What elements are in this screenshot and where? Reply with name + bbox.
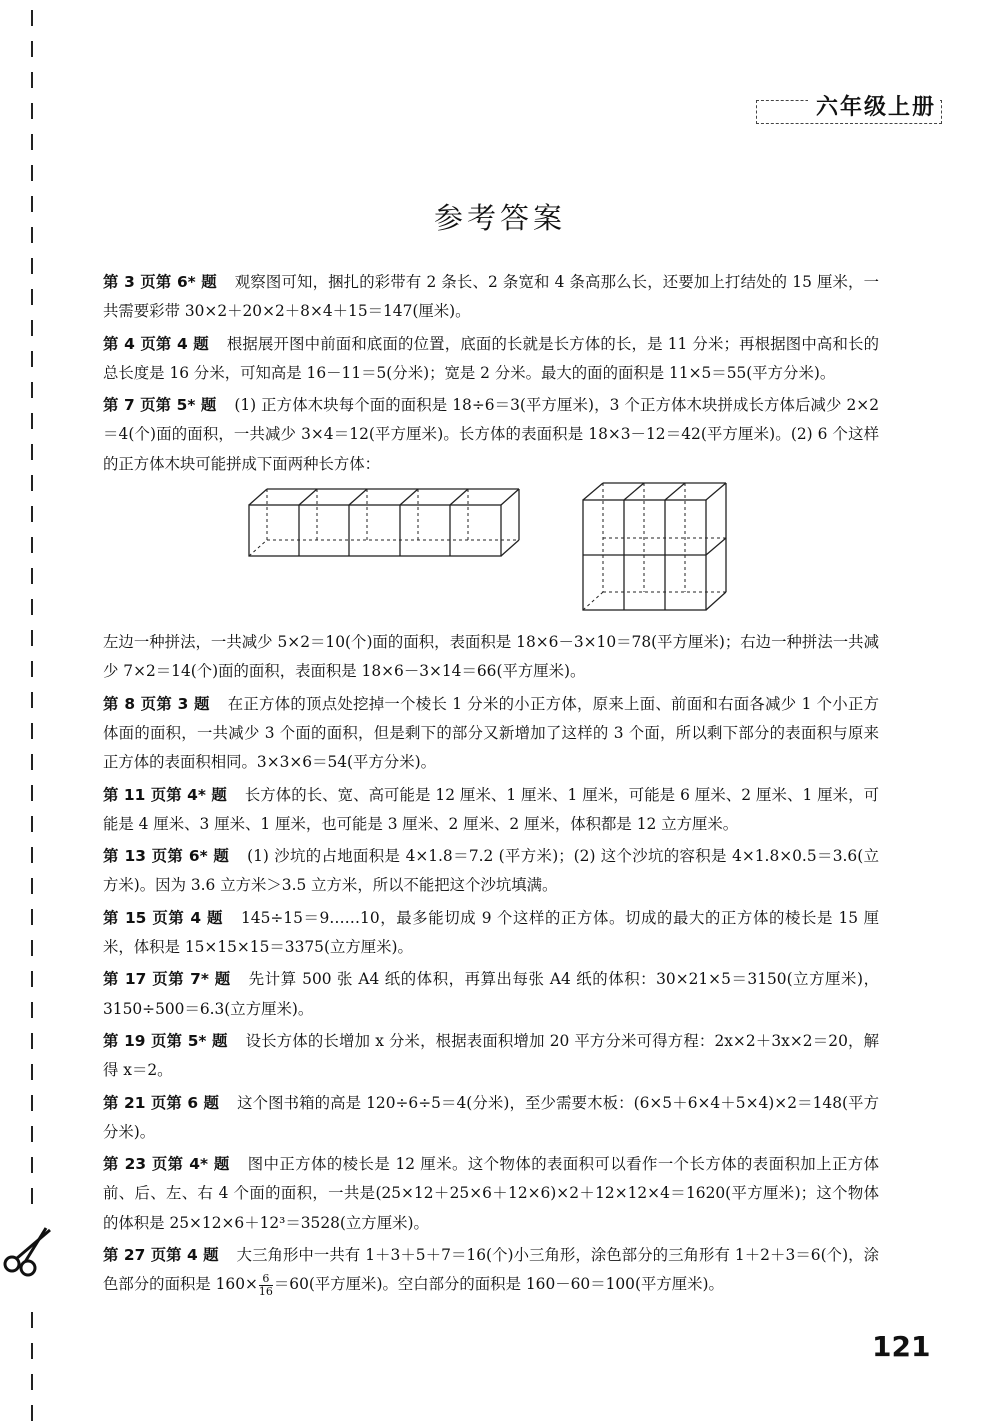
answer-text-end: ＝60(平方厘米)。空白部分的面积是 160－60＝100(平方厘米)。: [273, 1275, 724, 1294]
cut-line-dash: [31, 940, 33, 956]
answer-item: [103, 781, 879, 840]
answer-text: 观察图可知，捆扎的彩带有 2 条长、2 条宽和 4 条高那么长，还要加上打结处的 15 厘米，一共需要彩带 30×2＋20×2＋8×4＋15＝147(厘米)。: [103, 273, 879, 321]
answer-item: [103, 965, 879, 1024]
answer-item: [103, 1027, 879, 1086]
cut-line-dash: [31, 723, 33, 739]
answer-item: [103, 330, 879, 389]
cut-line-dash: [31, 103, 33, 119]
answer-text: 在正方体的顶点处挖掉一个棱长 1 分米的小正方体，原来上面、前面和右面各减少 1 个小正方体面的面积，一共减少 3 个面的面积，但是剩下的部分又新增加了这样的 3 个面，所以剩下部分的表面积与原来正方体的表面积相同。3×3×6＝54(平方分米)。: [103, 694, 879, 772]
cut-line-dash: [31, 537, 33, 553]
answer-text: 这个图书箱的高是 120÷6÷5＝4(分米)，至少需要木板：(6×5＋6×4＋5×4)×2＝148(平方分米)。: [103, 1093, 879, 1141]
cut-line-dash: [31, 1374, 33, 1390]
fraction-denominator: 16: [258, 1284, 273, 1298]
cut-line-dash: [31, 878, 33, 894]
cut-line-dash: [31, 909, 33, 925]
cut-line-dash: [31, 754, 33, 770]
cut-line-dash: [31, 661, 33, 677]
cut-line-dash: [31, 568, 33, 584]
cut-line-dash: [31, 599, 33, 615]
cut-line-dash: [31, 1157, 33, 1173]
cut-line-dash: [31, 630, 33, 646]
cut-line-dash: [31, 351, 33, 367]
cube-block-figure: [582, 482, 728, 612]
cut-line-dash: [31, 785, 33, 801]
answer-label: 第 11 页第 4* 题: [103, 785, 227, 804]
fraction: [259, 1273, 273, 1298]
cut-line-dash: [31, 165, 33, 181]
answer-label: 第 19 页第 5* 题: [103, 1031, 228, 1050]
cut-line-dash: [31, 41, 33, 57]
grade-label: 六年级上册: [808, 90, 940, 121]
cut-line-dash: [31, 847, 33, 863]
answer-item: [103, 904, 879, 963]
cut-line-dash: [31, 258, 33, 274]
answer-list: [103, 268, 879, 1303]
cube-row-figure: [248, 488, 523, 558]
answer-text: (1) 沙坑的占地面积是 4×1.8＝7.2 (平方米)；(2) 这个沙坑的容积是 4×1.8×0.5＝3.6(立方米)。因为 3.6 立方米＞3.5 立方米，所以不能把这个沙坑填满。: [103, 847, 879, 895]
cut-line-dash: [31, 289, 33, 305]
cut-line-dash: [31, 10, 33, 26]
fraction-numerator: 6: [259, 1273, 273, 1286]
answer-label: 第 13 页第 6* 题: [103, 847, 230, 866]
cut-line-dash: [31, 506, 33, 522]
answer-text: 设长方体的长增加 x 分米，根据表面积增加 20 平方分米可得方程：2x×2＋3x×2＝20，解得 x＝2。: [103, 1031, 879, 1080]
cut-line-dash: [31, 1064, 33, 1080]
cut-line-dash: [31, 1405, 33, 1421]
cut-line-dash: [31, 816, 33, 832]
answer-label: 第 7 页第 5* 题: [103, 396, 217, 415]
cut-line-dash: [31, 1312, 33, 1328]
answer-text: 先计算 500 张 A4 纸的体积，再算出每张 A4 纸的体积：30×21×5＝3150(立方厘米)，3150÷500＝6.3(立方厘米)。: [103, 970, 879, 1018]
answer-text: 图中正方体的棱长是 12 厘米。这个物体的表面积可以看作一个长方体的表面积加上正方体前、后、左、右 4 个面的面积，一共是(25×12＋25×6＋12×6)×2＋12×12×4＝1620(平方厘米)；这个物体的体积是 25×12×6＋12³＝3528(立方厘米)。: [103, 1155, 880, 1232]
answer-label: 第 4 页第 4 题: [103, 334, 209, 353]
cut-line-dash: [31, 1002, 33, 1018]
answer-text: 大三角形中一共有 1＋3＋5＋7＝16(个)小三角形，涂色部分的三角形有 1＋2＋3＝6(个)，涂色部分的面积是 160×: [103, 1246, 879, 1294]
answer-item: [103, 391, 879, 479]
answer-item: [103, 842, 879, 901]
answer-label: 第 17 页第 7* 题: [103, 970, 231, 989]
cut-line-dash: [31, 971, 33, 987]
answer-item: [103, 268, 879, 327]
cut-line-dash: [31, 444, 33, 460]
answer-label: 第 23 页第 4* 题: [103, 1155, 230, 1174]
answer-label: 第 21 页第 6 题: [103, 1093, 220, 1112]
answer-item: [103, 1089, 879, 1148]
cut-line-dash: [31, 692, 33, 708]
cut-line-dash: [31, 1188, 33, 1204]
answer-text: (1) 正方体木块每个面的面积是 18÷6＝3(平方厘米)，3 个正方体木块拼成长方体后减少 2×2＝4(个)面的面积，一共减少 3×4＝12(平方厘米)。长方体的表面积是 18×3－12＝42(平方厘米)。(2) 6 个这样的正方体木块可能拼成下面两种长方体：: [103, 396, 879, 473]
answer-label: 第 3 页第 6* 题: [103, 273, 217, 291]
cut-line-dash: [31, 72, 33, 88]
cut-line-dash: [31, 1095, 33, 1111]
cut-line-dash: [31, 134, 33, 150]
figure-continuation: 左边一种拼法，一共减少 5×2＝10(个)面的面积，表面积是 18×6－3×10＝78(平方厘米)；右边一种拼法一共减少 7×2＝14(个)面的面积，表面积是 18×6－3×14＝66(平方厘米)。: [103, 633, 879, 681]
cut-line-dash: [31, 1126, 33, 1142]
answer-text: 长方体的长、宽、高可能是 12 厘米、1 厘米、1 厘米，可能是 6 厘米、2 厘米、1 厘米，可能是 4 厘米、3 厘米、1 厘米，也可能是 3 厘米、2 厘米、2 厘米，体积都是 12 立方厘米。: [103, 785, 880, 833]
cut-line-dash: [31, 1343, 33, 1359]
grade-header: [756, 92, 942, 126]
answer-item: [103, 1241, 879, 1300]
answer-label: 第 27 页第 4 题: [103, 1246, 219, 1265]
answer-label: 第 15 页第 4 题: [103, 908, 223, 927]
cut-line-dash: [31, 320, 33, 336]
cut-line-dash: [31, 1033, 33, 1049]
page-title: 参考答案: [433, 201, 566, 235]
answer-item: [103, 690, 879, 778]
page-number: 121: [872, 1330, 931, 1363]
answer-text: 145÷15＝9……10，最多能切成 9 个这样的正方体。切成的最大的正方体的棱长是 15 厘米，体积是 15×15×15＝3375(立方厘米)。: [103, 908, 879, 957]
cube-figures: [103, 482, 879, 626]
answer-text: 根据展开图中前面和底面的位置，底面的长就是长方体的长，是 11 分米；再根据图中高和长的总长度是 16 分米，可知高是 16－11＝5(分米)；宽是 2 分米。最大的面的面积是 11×5＝55(平方分米)。: [103, 334, 879, 382]
scissors-icon: [0, 1222, 56, 1278]
answer-item: [103, 1150, 879, 1238]
answer-label: 第 8 页第 3 题: [103, 694, 210, 713]
cut-line-dash: [31, 475, 33, 491]
cut-line-dash: [31, 382, 33, 398]
cut-line-dash: [31, 413, 33, 429]
